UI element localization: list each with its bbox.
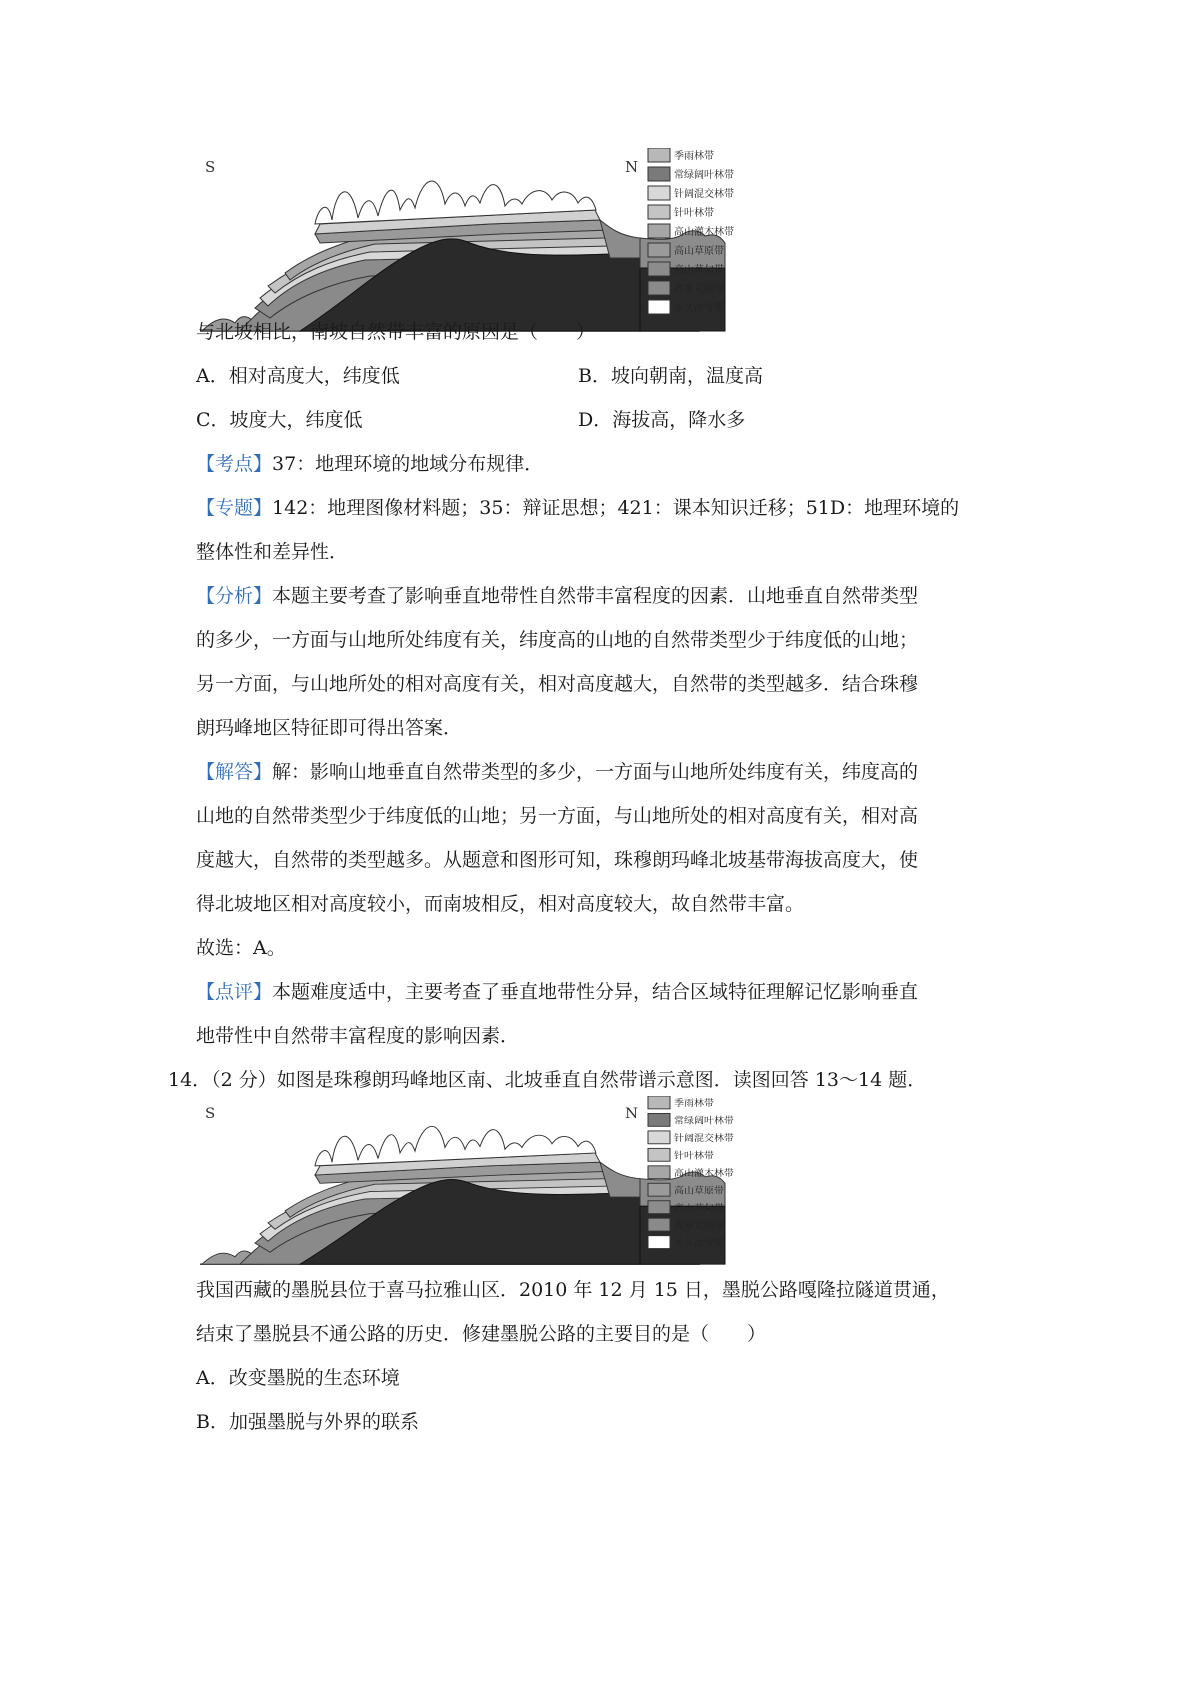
legend-swatch [648, 186, 670, 200]
q14-option-a: A．改变墨脱的生态环境 [196, 1367, 400, 1389]
legend-label: 高山草原带 [674, 1185, 724, 1197]
zhuanti-text: 142：地理图像材料题；35：辩证思想；421：课本知识迁移；51D：地理环境的 [272, 497, 960, 519]
dianping-tag: 【点评】 [196, 981, 273, 1003]
q13-option-d: D．海拔高，降水多 [578, 409, 746, 431]
zhuanti-tag: 【专题】 [196, 497, 273, 519]
legend-label: 高寒荒漠带 [674, 284, 724, 295]
kaodian-tag: 【考点】 [196, 453, 273, 475]
legend-swatch [648, 148, 670, 162]
fenxi-line-3: 另一方面，与山地所处的相对高度有关，相对高度越大，自然带的类型越多．结合珠穆 [196, 673, 919, 695]
legend-label: 针阔混交林带 [674, 1133, 734, 1144]
kaodian-line [196, 452, 543, 476]
legend-label: 永久冰雪带 [674, 1238, 724, 1249]
legend-label: 高山草甸带 [674, 265, 724, 276]
legend-label: 针叶林带 [674, 1150, 714, 1162]
q14-stem-2: 结束了墨脱县不通公路的历史．修建墨脱公路的主要目的是（ ） [196, 1323, 767, 1345]
jieda-line-4: 得北坡地区相对高度较小，而南坡相反，相对高度较大，故自然带丰富。 [196, 893, 805, 915]
fenxi-line-4: 朗玛峰地区特征即可得出答案． [196, 717, 463, 739]
q13-stem: 与北坡相比，南坡自然带丰富的原因是（ ） [196, 321, 596, 343]
jieda-tag: 【解答】 [196, 761, 273, 783]
south-label: S [205, 1106, 216, 1122]
zhuanti-line-1 [196, 496, 959, 520]
legend-swatch [648, 1096, 670, 1109]
q14-option-b: B．加强墨脱与外界的联系 [196, 1411, 419, 1433]
fenxi-line-1 [196, 584, 918, 608]
legend-label: 高山灌木林带 [674, 1168, 734, 1179]
legend-swatch [648, 1148, 670, 1161]
dianping-line-2: 地带性中自然带丰富程度的影响因素． [196, 1025, 520, 1047]
kaodian-text: 37：地理环境的地域分布规律． [272, 453, 544, 475]
fenxi-text: 本题主要考查了影响垂直地带性自然带丰富程度的因素．山地垂直自然带类型 [272, 585, 919, 607]
fenxi-line-2: 的多少，一方面与山地所处纬度有关，纬度高的山地的自然带类型少于纬度低的山地； [196, 629, 919, 651]
legend-label: 季雨林带 [674, 151, 714, 162]
legend-label: 针阔混交林带 [674, 189, 734, 200]
legend-label: 常绿阔叶林带 [674, 170, 734, 181]
dianping-text: 本题难度适中，主要考查了垂直地带性分异，结合区域特征理解记忆影响垂直 [272, 981, 919, 1003]
q14-heading: 14．（2 分）如图是珠穆朗玛峰地区南、北坡垂直自然带谱示意图．读图回答 13～14 题． [168, 1069, 927, 1091]
q13-option-c: C．坡度大，纬度低 [196, 409, 363, 431]
north-label: N [625, 158, 639, 176]
legend-2 [648, 1096, 734, 1249]
vertical-zone-figure-2 [200, 1096, 760, 1266]
dianping-line-1 [196, 980, 918, 1004]
q13-option-a: A．相对高度大，纬度低 [196, 365, 400, 387]
legend-label: 季雨林带 [674, 1098, 714, 1109]
zhuanti-line-2: 整体性和差异性． [196, 541, 349, 563]
north-base [640, 1206, 725, 1264]
legend-label: 永久冰雪带 [674, 303, 724, 314]
q13-option-b: B．坡向朝南，温度高 [578, 365, 763, 387]
legend-label: 高山草甸带 [674, 1203, 724, 1214]
legend-1 [648, 148, 734, 314]
jieda-line-1 [196, 760, 918, 784]
legend-swatch [648, 243, 670, 257]
fenxi-tag: 【分析】 [196, 585, 273, 607]
legend-swatch [648, 1166, 670, 1179]
legend-label: 高山草原带 [674, 246, 724, 257]
legend-label: 针叶林带 [674, 208, 714, 219]
vertical-zone-figure-1 [200, 148, 760, 333]
north-label: N [625, 1106, 639, 1122]
legend-label: 常绿阔叶林带 [674, 1115, 734, 1127]
legend-swatch [648, 281, 670, 295]
south-label: S [205, 158, 216, 176]
legend-swatch [648, 300, 670, 314]
answer-line: 故选：A。 [196, 937, 286, 959]
legend-swatch [648, 262, 670, 276]
q14-stem-1: 我国西藏的墨脱县位于喜马拉雅山区．2010 年 12 月 15 日，墨脱公路嘎隆拉隧道贯通， [196, 1279, 950, 1301]
jieda-line-2: 山地的自然带类型少于纬度低的山地；另一方面，与山地所处的相对高度有关，相对高 [196, 805, 919, 827]
legend-swatch [648, 1201, 670, 1214]
legend-swatch [648, 1131, 670, 1144]
legend-swatch [648, 224, 670, 238]
jieda-text: 解：影响山地垂直自然带类型的多少，一方面与山地所处纬度有关，纬度高的 [272, 761, 919, 783]
legend-swatch [648, 205, 670, 219]
legend-swatch [648, 1113, 670, 1126]
legend-swatch [648, 167, 670, 181]
legend-swatch [648, 1236, 670, 1249]
legend-swatch [648, 1183, 670, 1196]
legend-label: 高寒荒漠带 [674, 1220, 724, 1232]
legend-swatch [648, 1218, 670, 1231]
jieda-line-3: 度越大，自然带的类型越多。从题意和图形可知，珠穆朗玛峰北坡基带海拔高度大，使 [196, 849, 919, 871]
legend-label: 高山灌木林带 [674, 227, 734, 238]
